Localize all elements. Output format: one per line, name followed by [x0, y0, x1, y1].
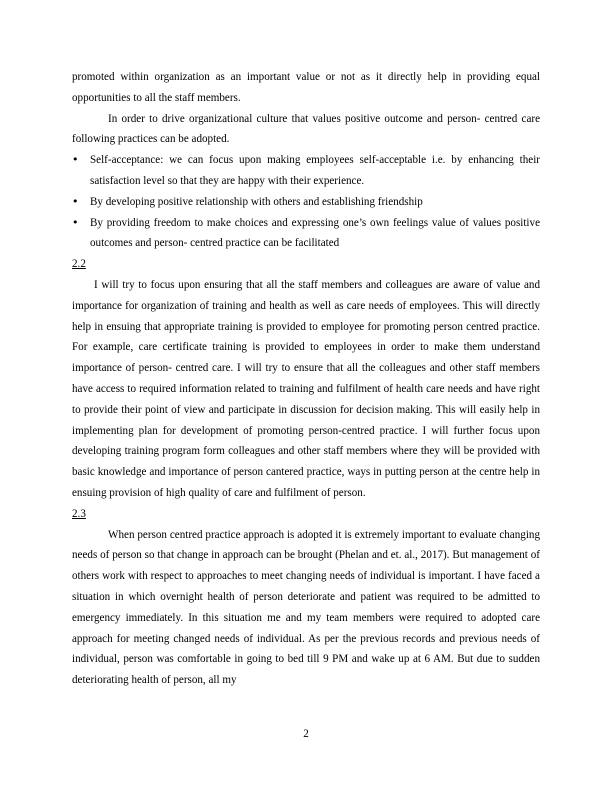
- list-item: • By developing positive relationship with others and establishing friendship: [72, 192, 540, 213]
- page-body: [72, 67, 540, 691]
- practices-list: [72, 150, 540, 254]
- paragraph-2-3: When person centred practice approach is adopted it is extremely important to evaluate changing needs of person so that change in approach can be brought (Phelan and et. al., 2017). But management of others work with respect to approaches to meet changing needs of individual is important. I have faced a situation in which overnight health of person deteriorate and patient was required to be admitted to emergency immediately. In this situation me and my team members were required to adopted care approach for meeting changed needs of individual. As per the previous records and previous needs of individual, person was comfortable in going to bed till 9 PM and wake up at 6 AM. But due to sudden deteriorating health of person, all my: [72, 528, 540, 687]
- list-item: • Self-acceptance: we can focus upon making employees self-acceptable i.e. by enhancing their satisfaction level so that they are happy with their experience.: [72, 150, 540, 192]
- section-heading-2-2: 2.2: [72, 258, 86, 271]
- paragraph-intro: promoted within organization as an important value or not as it directly help in providing equal opportunities to all the staff members.: [72, 71, 540, 104]
- section-heading-2-3: 2.3: [72, 507, 86, 520]
- paragraph-culture: In order to drive organizational culture that values positive outcome and person- centred care following practices can be adopted.: [72, 112, 540, 146]
- list-item: • By providing freedom to make choices and expressing one’s own feelings value of values positive outcomes and person- centred practice can be facilitated: [72, 213, 540, 255]
- paragraph-2-2: I will try to focus upon ensuring that all the staff members and colleagues are aware of value and importance for organization of training and health as well as care needs of employees. This will directly help in ensuing that appropriate training is provided to employee for promoting person centred practice. For example, care certificate training is provided to employees in order to make them understand importance of person- centred care. I will try to ensure that all the colleagues and other staff members have access to required information related to training and fulfilment of health care needs and have right to provide their point of view and participate in discussion for decision making. This will easily help in implementing plan for development of promoting person-centred practice. I will further focus upon developing training program form colleagues and other staff members where they will be provided with basic knowledge and importance of person cantered practice, ways in putting person at the centre help in ensuing provision of high quality of care and fulfilment of person.: [72, 278, 540, 499]
- page-number: 2: [303, 728, 309, 740]
